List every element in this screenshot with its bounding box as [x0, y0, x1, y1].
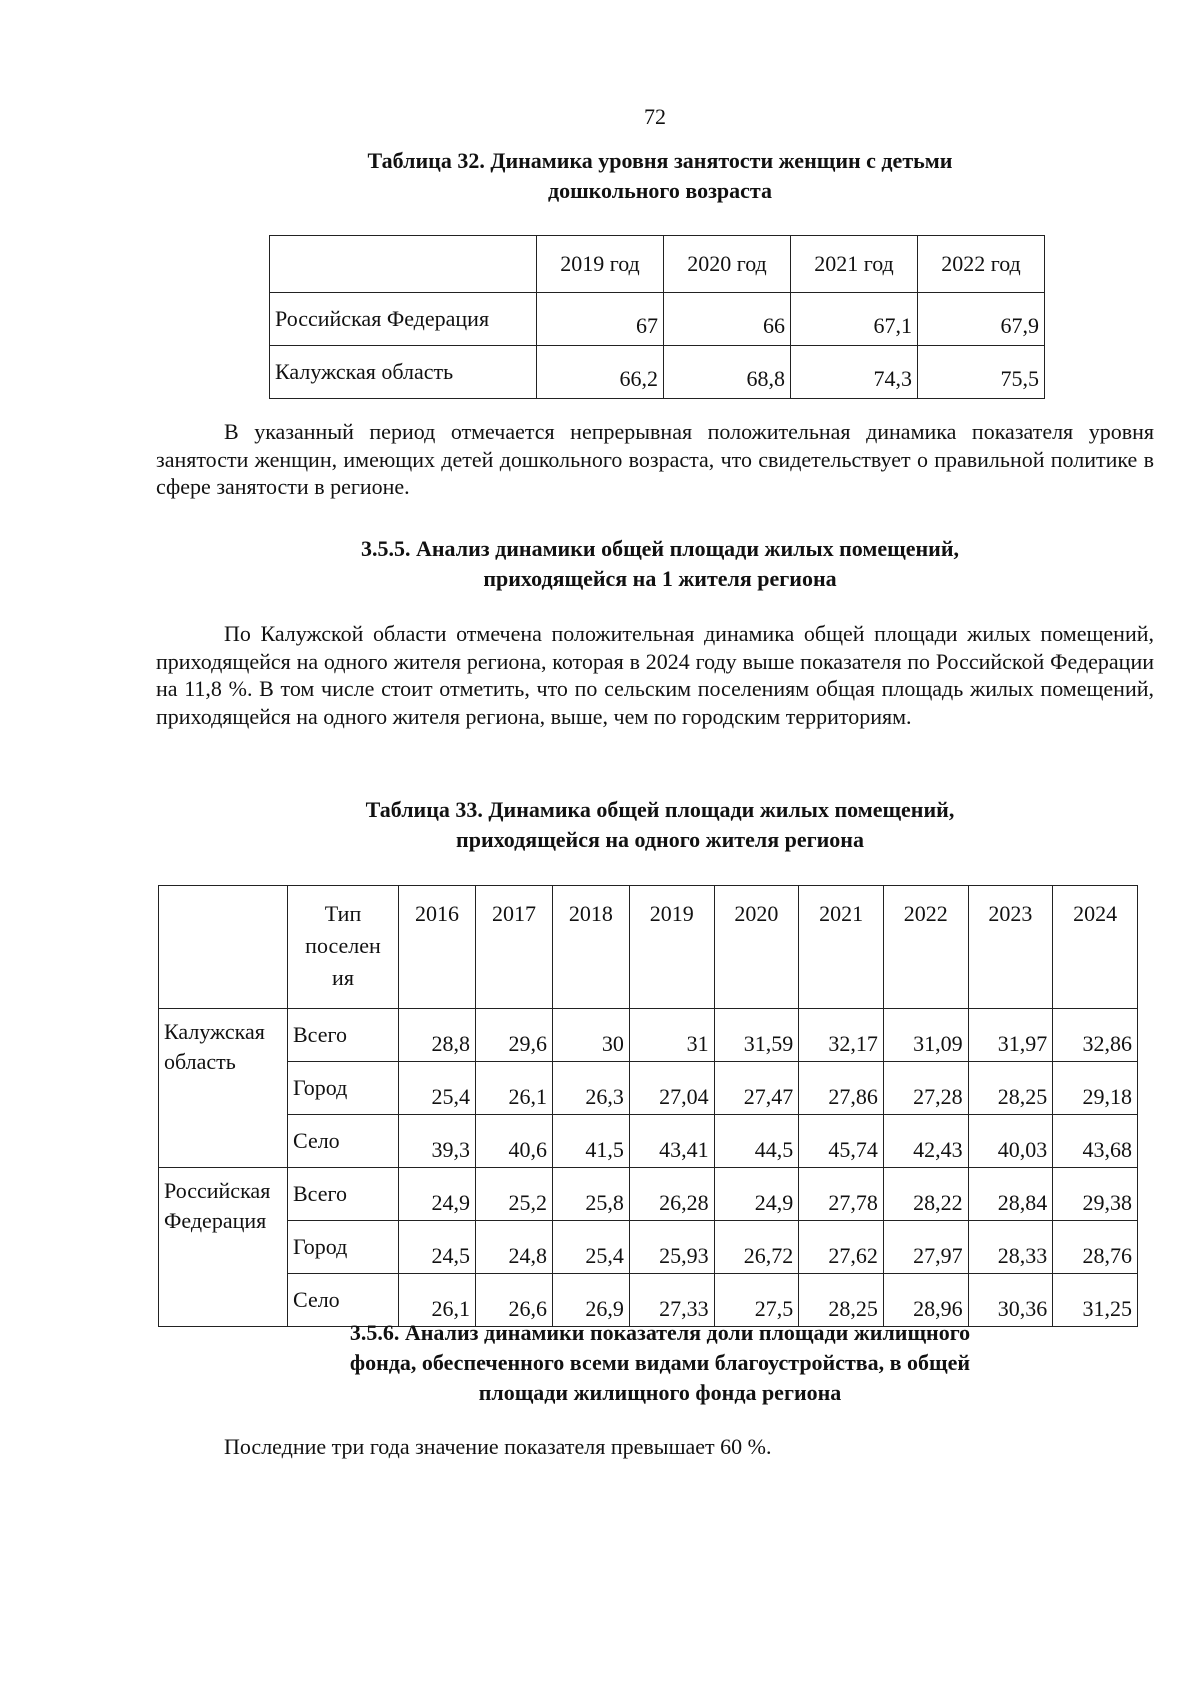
table33-title-line: приходящейся на одного жителя региона: [456, 827, 864, 852]
table-cell: 28,76: [1053, 1221, 1138, 1274]
table-row: [159, 1009, 1138, 1062]
paragraph-text: По Калужской области отмечена положительная динамика общей площади жилых помещений, приходящейся на одного жителя региона, которая в 2024 году выше показателя по Российской Федерации на 11,8 %. В том числе стоит отметить, что по сельским поселениям общая площадь жилых помещений, приходящейся на одного жителя региона, выше, чем по городским территориям.: [156, 621, 1154, 729]
table-cell: 27,97: [883, 1221, 968, 1274]
table-cell: 27,47: [714, 1062, 799, 1115]
table-cell: 26,1: [475, 1062, 552, 1115]
settlement-type-cell: Село: [288, 1115, 399, 1168]
table-row: [159, 1062, 1138, 1115]
table-row: [159, 1221, 1138, 1274]
table-header-cell: 2020 год: [664, 236, 791, 293]
table-cell: 26,72: [714, 1221, 799, 1274]
table-cell: 28,96: [883, 1274, 968, 1327]
year-header: 2019: [629, 886, 714, 1009]
row-label: Российская Федерация: [270, 293, 537, 346]
settlement-type-header: Тип поселен ия: [288, 886, 399, 1009]
table-cell: 31,09: [883, 1009, 968, 1062]
table-row: [159, 1168, 1138, 1221]
table-cell: 27,78: [799, 1168, 884, 1221]
table-cell: 27,04: [629, 1062, 714, 1115]
section-355-heading: [180, 534, 1140, 594]
table-row: [270, 346, 1045, 399]
year-header: 2016: [399, 886, 476, 1009]
table-cell: 28,25: [799, 1274, 884, 1327]
year-header: 2021: [799, 886, 884, 1009]
paragraph-text: Последние три года значение показателя превышает 60 %.: [224, 1434, 772, 1459]
year-header: 2017: [475, 886, 552, 1009]
table-cell: 32,17: [799, 1009, 884, 1062]
settlement-type-cell: Всего: [288, 1009, 399, 1062]
table-cell: 25,4: [552, 1221, 629, 1274]
table-header-cell: 2019 год: [537, 236, 664, 293]
table33-title: [200, 795, 1120, 855]
table-cell: 27,28: [883, 1062, 968, 1115]
table-cell: 26,28: [629, 1168, 714, 1221]
paragraph-amenities: [156, 1433, 1154, 1461]
table-row: [159, 1115, 1138, 1168]
year-header: 2020: [714, 886, 799, 1009]
settlement-type-cell: Город: [288, 1062, 399, 1115]
table-header-row: [270, 236, 1045, 293]
table-cell: 66: [664, 293, 791, 346]
table-cell: 41,5: [552, 1115, 629, 1168]
table-cell: 43,41: [629, 1115, 714, 1168]
table-header-cell: 2021 год: [791, 236, 918, 293]
table-cell: 24,5: [399, 1221, 476, 1274]
table-header-row: [159, 886, 1138, 1009]
heading-line: фонда, обеспеченного всеми видами благоустройства, в общей: [349, 1350, 971, 1375]
table-cell: 30,36: [968, 1274, 1053, 1327]
year-header: 2024: [1053, 886, 1138, 1009]
settlement-type-cell: Город: [288, 1221, 399, 1274]
table-header-cell: 2022 год: [918, 236, 1045, 293]
paragraph-housing: [156, 620, 1154, 730]
table-cell: 25,2: [475, 1168, 552, 1221]
table-cell: 25,4: [399, 1062, 476, 1115]
table-cell: 45,74: [799, 1115, 884, 1168]
table-cell: 25,93: [629, 1221, 714, 1274]
table-cell: 25,8: [552, 1168, 629, 1221]
table-cell: 24,8: [475, 1221, 552, 1274]
heading-line: 3.5.5. Анализ динамики общей площади жилых помещений,: [360, 536, 960, 561]
table-cell: 31,25: [1053, 1274, 1138, 1327]
heading-line: приходящейся на 1 жителя региона: [483, 566, 837, 591]
table33: [158, 885, 1138, 1327]
page-number: 72: [644, 104, 666, 129]
table-cell: 44,5: [714, 1115, 799, 1168]
settlement-type-cell: Всего: [288, 1168, 399, 1221]
table-cell: 27,86: [799, 1062, 884, 1115]
table-cell: 27,5: [714, 1274, 799, 1327]
table-cell: 30: [552, 1009, 629, 1062]
region-cell: Калужская область: [159, 1009, 288, 1168]
table-cell: 32,86: [1053, 1009, 1138, 1062]
table-cell: 31,59: [714, 1009, 799, 1062]
table-cell: 31: [629, 1009, 714, 1062]
year-header: 2023: [968, 886, 1053, 1009]
table-cell: 39,3: [399, 1115, 476, 1168]
table-cell: 29,6: [475, 1009, 552, 1062]
table-cell: 42,43: [883, 1115, 968, 1168]
table-cell: 67: [537, 293, 664, 346]
table-cell: 74,3: [791, 346, 918, 399]
table32-title: [200, 146, 1120, 206]
table-cell: 66,2: [537, 346, 664, 399]
table-row: [270, 293, 1045, 346]
paragraph-employment: [156, 418, 1154, 501]
table32: [269, 235, 1045, 399]
table-cell: 26,9: [552, 1274, 629, 1327]
table32-title-line: дошкольного возраста: [547, 178, 773, 203]
table-cell: 26,1: [399, 1274, 476, 1327]
table-cell: 75,5: [918, 346, 1045, 399]
table-cell: 28,33: [968, 1221, 1053, 1274]
region-header-cell: [159, 886, 288, 1009]
table-cell: 27,62: [799, 1221, 884, 1274]
row-label: Калужская область: [270, 346, 537, 399]
table-cell: 28,25: [968, 1062, 1053, 1115]
table-cell: 28,22: [883, 1168, 968, 1221]
year-header: 2018: [552, 886, 629, 1009]
table32-title-line: Таблица 32. Динамика уровня занятости женщин с детьми: [367, 148, 953, 173]
table-cell: 31,97: [968, 1009, 1053, 1062]
table-cell: 24,9: [399, 1168, 476, 1221]
table-cell: 29,18: [1053, 1062, 1138, 1115]
table-cell: 67,9: [918, 293, 1045, 346]
table-cell: 29,38: [1053, 1168, 1138, 1221]
heading-line: 3.5.6. Анализ динамики показателя доли площади жилищного: [349, 1320, 971, 1345]
table-cell: 24,9: [714, 1168, 799, 1221]
table-cell: 68,8: [664, 346, 791, 399]
section-356-heading: [180, 1318, 1140, 1408]
table-cell: 28,84: [968, 1168, 1053, 1221]
year-header: 2022: [883, 886, 968, 1009]
table-cell: 67,1: [791, 293, 918, 346]
table33-title-line: Таблица 33. Динамика общей площади жилых помещений,: [365, 797, 955, 822]
table-cell: 40,6: [475, 1115, 552, 1168]
heading-line: площади жилищного фонда региона: [478, 1380, 842, 1405]
region-cell: Российская Федерация: [159, 1168, 288, 1327]
paragraph-text: В указанный период отмечается непрерывная положительная динамика показателя уровня занятости женщин, имеющих детей дошкольного возраста, что свидетельствует о правильной политике в сфере занятости в регионе.: [156, 419, 1154, 499]
table-header-cell: [270, 236, 537, 293]
settlement-type-cell: Село: [288, 1274, 399, 1327]
table-cell: 28,8: [399, 1009, 476, 1062]
table-cell: 27,33: [629, 1274, 714, 1327]
table-cell: 26,3: [552, 1062, 629, 1115]
table-cell: 26,6: [475, 1274, 552, 1327]
table-cell: 43,68: [1053, 1115, 1138, 1168]
table-cell: 40,03: [968, 1115, 1053, 1168]
